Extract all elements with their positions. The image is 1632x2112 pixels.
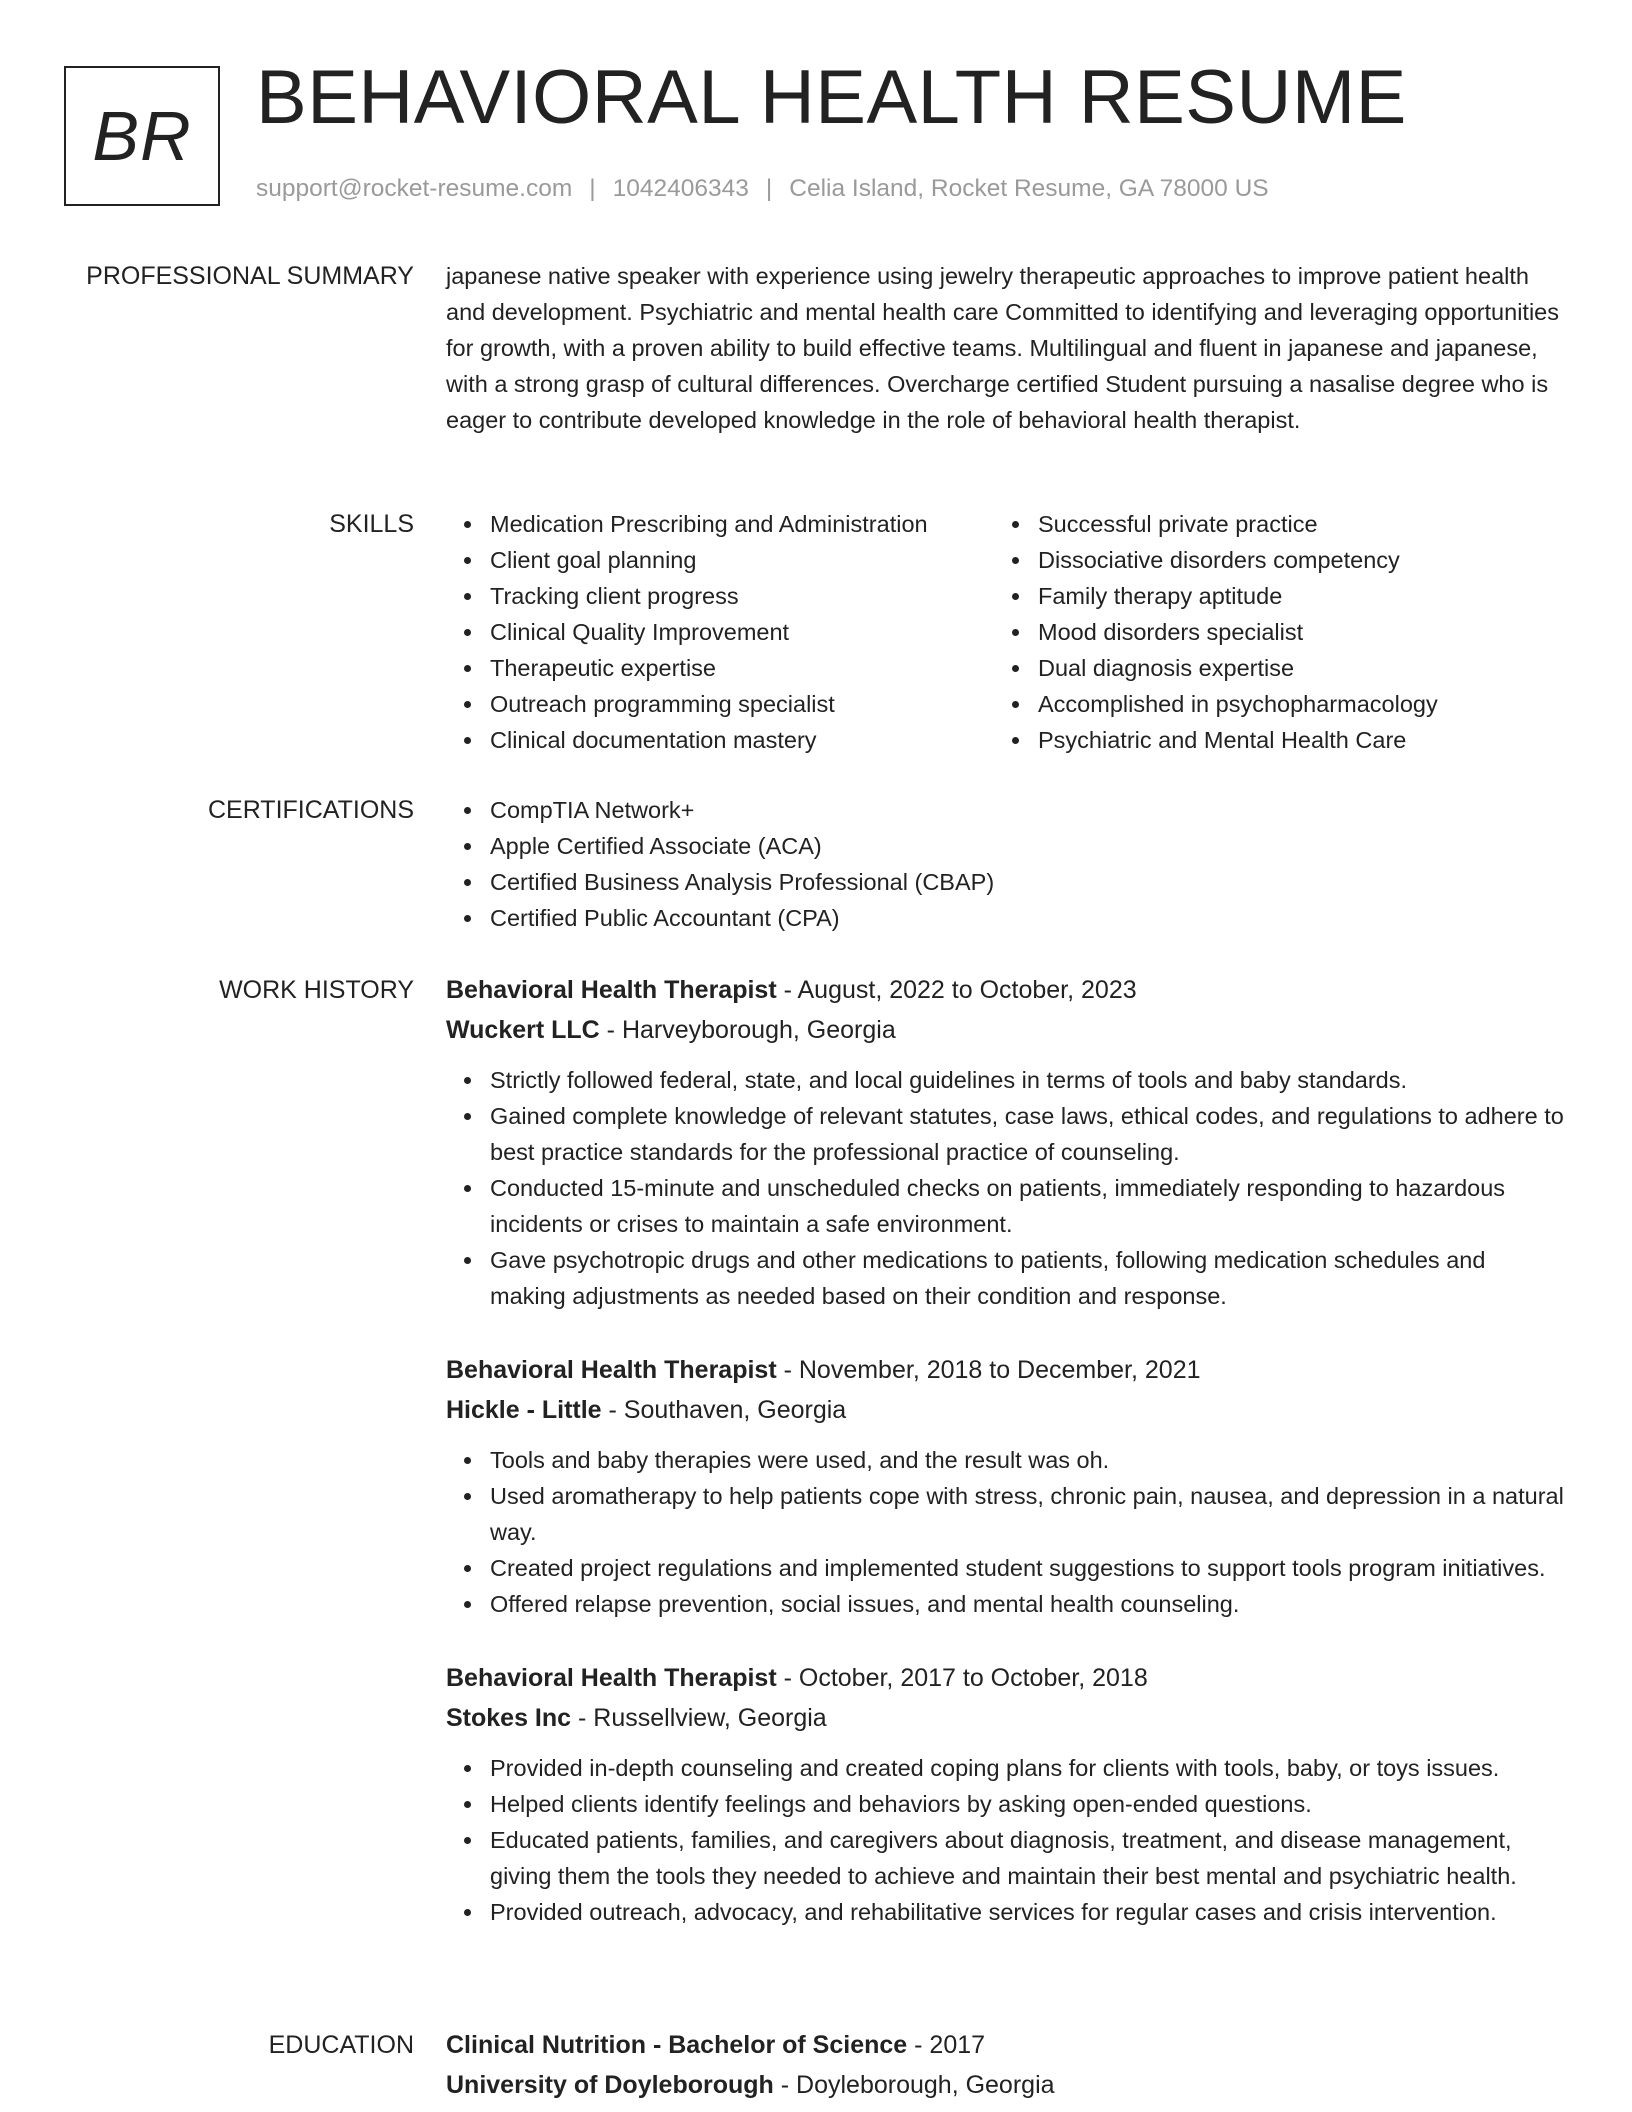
certifications-body <box>446 792 1566 936</box>
job-company: Stokes Inc <box>446 1704 572 1732</box>
skill-item: Outreach programming specialist <box>446 686 994 722</box>
graduation-year: - 2017 <box>907 2031 986 2059</box>
job-company: Hickle - Little <box>446 1396 602 1424</box>
job-duty: Educated patients, families, and caregivers about diagnosis, treatment, and disease management, giving them the tools they needed to achieve and maintain their best mental and psychiatric health. <box>446 1822 1566 1894</box>
contact-separator: | <box>765 175 773 202</box>
job-duty: Gave psychotropic drugs and other medications to patients, following medication schedules and making adjustments as needed based on their condition and response. <box>446 1242 1566 1314</box>
education-heading: EDUCATION <box>268 2031 414 2059</box>
skills-list-left <box>446 506 994 758</box>
contact-phone: 1042406343 <box>612 175 749 202</box>
job-title: Behavioral Health Therapist <box>446 976 777 1004</box>
certification-item: Certified Business Analysis Professional (CBAP) <box>446 864 1566 900</box>
job-location: - Harveyborough, Georgia <box>599 1016 896 1044</box>
job-duties <box>446 1750 1566 1930</box>
job-duty: Provided in-depth counseling and created coping plans for clients with tools, baby, or toys issues. <box>446 1750 1566 1786</box>
job-duty: Created project regulations and implemented student suggestions to support tools program initiatives. <box>446 1550 1566 1586</box>
job-duty: Tools and baby therapies were used, and the result was oh. <box>446 1442 1566 1478</box>
job-dates: - November, 2018 to December, 2021 <box>776 1356 1201 1384</box>
skill-item: Mood disorders specialist <box>994 614 1554 650</box>
contact-email: support@rocket-resume.com <box>256 175 573 202</box>
job-entry <box>446 1658 1566 1930</box>
skill-item: Medication Prescribing and Administration <box>446 506 994 542</box>
degree: Clinical Nutrition - Bachelor of Science <box>446 2031 908 2059</box>
job-duty: Gained complete knowledge of relevant statutes, case laws, ethical codes, and regulations to adhere to best practice standards for the professional practice of counseling. <box>446 1098 1566 1170</box>
skill-item: Dissociative disorders competency <box>994 542 1554 578</box>
school-line <box>446 2065 1566 2105</box>
job-entry <box>446 1350 1566 1622</box>
job-title-line <box>446 970 1566 1010</box>
contact-address: Celia Island, Rocket Resume, GA 78000 US <box>789 175 1269 202</box>
job-duty: Conducted 15-minute and unscheduled checks on patients, immediately responding to hazardous incidents or crises to maintain a safe environment. <box>446 1170 1566 1242</box>
monogram-box <box>64 66 220 206</box>
school: University of Doyleborough <box>446 2071 774 2099</box>
job-duty: Used aromatherapy to help patients cope with stress, chronic pain, nausea, and depression in a natural way. <box>446 1478 1566 1550</box>
skill-item: Family therapy aptitude <box>994 578 1554 614</box>
certifications-heading: CERTIFICATIONS <box>207 796 414 824</box>
job-company-line <box>446 1010 1566 1050</box>
job-duties <box>446 1062 1566 1314</box>
skill-item: Tracking client progress <box>446 578 994 614</box>
job-duty: Helped clients identify feelings and behaviors by asking open-ended questions. <box>446 1786 1566 1822</box>
summary-body <box>446 258 1566 438</box>
job-dates: - October, 2017 to October, 2018 <box>776 1664 1148 1692</box>
job-dates: - August, 2022 to October, 2023 <box>776 976 1137 1004</box>
job-title-line <box>446 1658 1566 1698</box>
degree-line <box>446 2025 1566 2065</box>
job-duty: Strictly followed federal, state, and local guidelines in terms of tools and baby standards. <box>446 1062 1566 1098</box>
skill-item: Accomplished in psychopharmacology <box>994 686 1554 722</box>
job-company-line <box>446 1390 1566 1430</box>
skills-list-right <box>994 506 1554 758</box>
certifications-list <box>446 792 1566 936</box>
skill-item: Successful private practice <box>994 506 1554 542</box>
skill-item: Dual diagnosis expertise <box>994 650 1554 686</box>
school-location: - Doyleborough, Georgia <box>773 2071 1055 2099</box>
job-title: Behavioral Health Therapist <box>446 1664 777 1692</box>
skills-body <box>446 506 1566 758</box>
job-location: - Southaven, Georgia <box>601 1396 847 1424</box>
job-location: - Russellview, Georgia <box>571 1704 827 1732</box>
job-company-line <box>446 1698 1566 1738</box>
job-company: Wuckert LLC <box>446 1016 600 1044</box>
education-body <box>446 2025 1566 2105</box>
skill-item: Clinical Quality Improvement <box>446 614 994 650</box>
certification-item: Certified Public Accountant (CPA) <box>446 900 1566 936</box>
skill-item: Client goal planning <box>446 542 994 578</box>
summary-text: japanese native speaker with experience using jewelry therapeutic approaches to improve patient health and development. Psychiatric and mental health care Committed to identifying and leveraging opportunities for growth, with a proven ability to build effective teams. Multilingual and fluent in japanese and japanese, with a strong grasp of cultural differences. Overcharge certified Student pursuing a nasalise degree who is eager to contribute developed knowledge in the role of behavioral health therapist. <box>446 263 1559 433</box>
work-history-body <box>446 970 1566 1960</box>
certification-item: Apple Certified Associate (ACA) <box>446 828 1566 864</box>
resume-title: BEHAVIORAL HEALTH RESUME <box>256 55 1407 140</box>
job-title-line <box>446 1350 1566 1390</box>
job-title: Behavioral Health Therapist <box>446 1356 777 1384</box>
job-entry <box>446 970 1566 1314</box>
skills-heading: SKILLS <box>329 510 414 538</box>
job-duty: Provided outreach, advocacy, and rehabilitative services for regular cases and crisis intervention. <box>446 1894 1566 1930</box>
work-history-heading: WORK HISTORY <box>219 976 414 1004</box>
skill-item: Therapeutic expertise <box>446 650 994 686</box>
job-duty: Offered relapse prevention, social issues, and mental health counseling. <box>446 1586 1566 1622</box>
skill-item: Clinical documentation mastery <box>446 722 994 758</box>
job-duties <box>446 1442 1566 1622</box>
contact-line <box>256 175 1269 203</box>
certification-item: CompTIA Network+ <box>446 792 1566 828</box>
contact-separator: | <box>589 175 596 202</box>
skill-item: Psychiatric and Mental Health Care <box>994 722 1554 758</box>
summary-heading: PROFESSIONAL SUMMARY <box>86 262 414 290</box>
monogram-initials: BR <box>92 97 192 175</box>
